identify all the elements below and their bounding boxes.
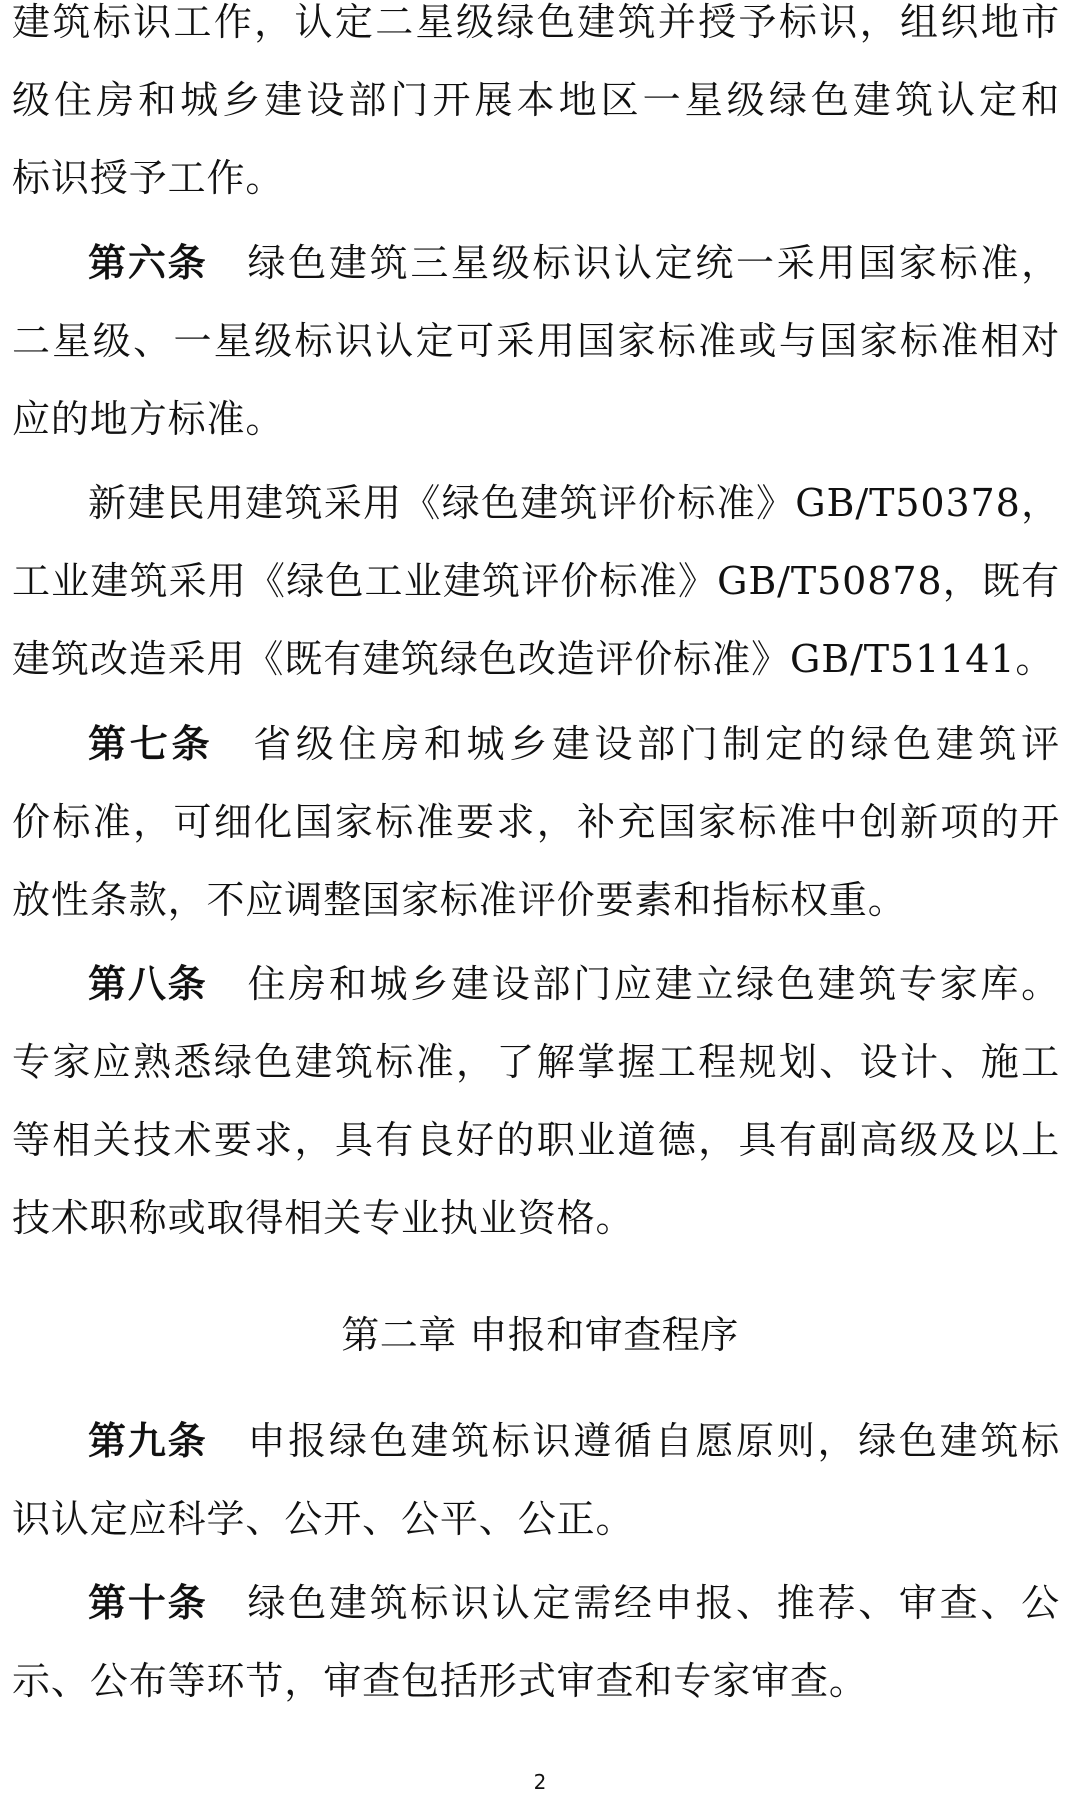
text-segment: 绿色建筑标识认定需经申报、推荐、审查、公 xyxy=(247,1581,1060,1625)
text-line: 识认定应科学、公开、公平、公正。 xyxy=(12,1497,635,1541)
text-line: 放性条款，不应调整国家标准评价要素和指标权重。 xyxy=(12,878,907,922)
text-segment: 绿色建筑三星级标识认定统一采用国家标准， xyxy=(247,241,1060,285)
article-7-label: 第七条 xyxy=(88,722,214,766)
page-number: 2 xyxy=(533,1770,547,1794)
article-6-label: 第六条 xyxy=(88,241,208,285)
text-segment: 申报绿色建筑标识遵循自愿原则，绿色建筑标 xyxy=(247,1419,1060,1463)
article-10-first-line xyxy=(88,1563,1060,1643)
article-8-label: 第八条 xyxy=(88,962,208,1006)
text-line: 新建民用建筑采用《绿色建筑评价标准》GB/T50378， xyxy=(88,481,1060,525)
article-7-first-line xyxy=(88,704,1060,784)
text-line: 建筑改造采用《既有建筑绿色改造评价标准》GB/T51141。 xyxy=(12,637,1055,681)
text-line: 等相关技术要求，具有良好的职业道德，具有副高级及以上 xyxy=(12,1118,1060,1162)
text-line: 价标准，可细化国家标准要求，补充国家标准中创新项的开 xyxy=(12,800,1060,844)
text-segment: 住房和城乡建设部门应建立绿色建筑专家库。 xyxy=(247,962,1060,1006)
article-9-label: 第九条 xyxy=(88,1419,208,1463)
text-line: 示、公布等环节，审查包括形式审查和专家审查。 xyxy=(12,1659,868,1703)
article-9-first-line xyxy=(88,1401,1060,1481)
chapter-heading: 第二章 申报和审查程序 xyxy=(341,1313,739,1357)
text-line: 二星级、一星级标识认定可采用国家标准或与国家标准相对 xyxy=(12,319,1060,363)
text-segment: 省级住房和城乡建设部门制定的绿色建筑评 xyxy=(253,722,1060,766)
article-6-first-line xyxy=(88,223,1060,303)
text-line: 标识授予工作。 xyxy=(12,156,285,200)
text-line: 技术职称或取得相关专业执业资格。 xyxy=(12,1196,635,1240)
article-8-first-line xyxy=(88,944,1060,1024)
text-line: 级住房和城乡建设部门开展本地区一星级绿色建筑认定和 xyxy=(12,78,1060,122)
text-line: 工业建筑采用《绿色工业建筑评价标准》GB/T50878，既有 xyxy=(12,559,1060,603)
text-line: 专家应熟悉绿色建筑标准，了解掌握工程规划、设计、施工 xyxy=(12,1040,1060,1084)
text-line: 建筑标识工作，认定二星级绿色建筑并授予标识，组织地市 xyxy=(12,0,1060,44)
text-line: 应的地方标准。 xyxy=(12,397,285,441)
article-10-label: 第十条 xyxy=(88,1581,208,1625)
